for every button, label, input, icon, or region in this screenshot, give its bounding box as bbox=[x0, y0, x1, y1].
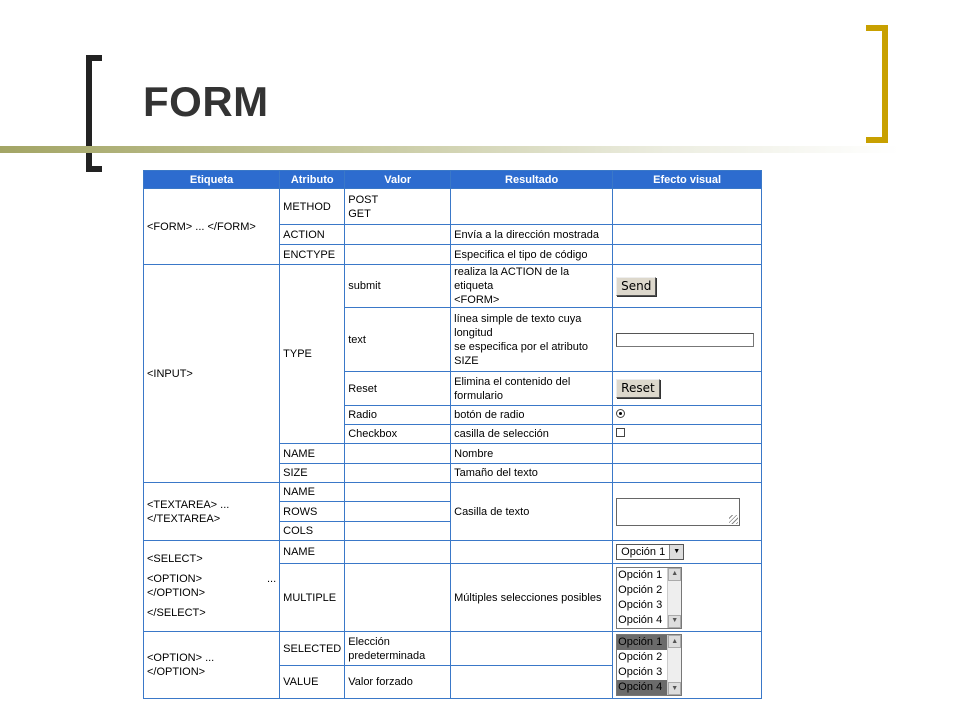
multiple-listbox-sample[interactable] bbox=[616, 567, 682, 629]
result-name: Nombre bbox=[451, 444, 613, 464]
dropdown-selected-value: Opción 1 bbox=[621, 546, 666, 558]
value-submit: submit bbox=[345, 265, 451, 308]
list-item[interactable]: Opción 1 bbox=[618, 568, 663, 581]
result-text: línea simple de texto cuya longitud se especifica por el atributo SIZE bbox=[451, 308, 613, 372]
value-selected: Elección predeterminada bbox=[345, 632, 451, 666]
result-action: Envía a la dirección mostrada bbox=[451, 225, 613, 245]
option-ellipsis: ... bbox=[266, 573, 277, 585]
attr-select-name: NAME bbox=[280, 541, 345, 564]
table-row bbox=[144, 189, 762, 225]
attr-multiple: MULTIPLE bbox=[280, 564, 345, 632]
table-row bbox=[144, 541, 762, 564]
result-textarea: Casilla de texto bbox=[451, 483, 613, 541]
select-close-tag: </SELECT> bbox=[147, 607, 206, 619]
textarea-sample[interactable] bbox=[616, 498, 740, 526]
input-tag-cell: <INPUT> bbox=[144, 265, 280, 483]
scroll-down-icon[interactable]: ▼ bbox=[668, 682, 681, 695]
value-forced: Valor forzado bbox=[345, 666, 451, 699]
attr-action: ACTION bbox=[280, 225, 345, 245]
page-title: FORM bbox=[143, 78, 269, 125]
attr-textarea-name: NAME bbox=[280, 483, 345, 502]
right-bracket-decoration bbox=[866, 25, 888, 143]
send-button[interactable]: Send bbox=[616, 277, 656, 296]
select-tag-cell bbox=[144, 541, 280, 632]
list-item[interactable]: Opción 3 bbox=[618, 666, 663, 678]
header-valor: Valor bbox=[345, 171, 451, 189]
title-underline bbox=[0, 146, 900, 153]
result-checkbox: casilla de selección bbox=[451, 425, 613, 444]
header-efecto-visual: Efecto visual bbox=[613, 171, 762, 189]
list-item[interactable]: Opción 2 bbox=[618, 583, 663, 596]
text-input-sample[interactable] bbox=[616, 333, 754, 347]
attr-type: TYPE bbox=[280, 265, 345, 444]
attr-selected: SELECTED bbox=[280, 632, 345, 666]
result-size: Tamaño del texto bbox=[451, 464, 613, 483]
table-row bbox=[144, 632, 762, 666]
attr-value: VALUE bbox=[280, 666, 345, 699]
scroll-up-icon[interactable]: ▲ bbox=[668, 568, 681, 581]
attr-size: SIZE bbox=[280, 464, 345, 483]
table-header-row bbox=[144, 171, 762, 189]
attr-cols: COLS bbox=[280, 522, 345, 541]
textarea-tag-cell: <TEXTAREA> ... </TEXTAREA> bbox=[144, 483, 280, 541]
radio-button-sample[interactable] bbox=[616, 409, 625, 418]
option-open-tag: <OPTION> bbox=[147, 573, 203, 585]
checkbox-sample[interactable] bbox=[616, 428, 625, 437]
header-resultado: Resultado bbox=[451, 171, 613, 189]
form-reference-table bbox=[143, 170, 762, 699]
result-enctype: Especifica el tipo de código bbox=[451, 245, 613, 265]
list-item[interactable]: Opción 3 bbox=[618, 598, 663, 611]
value-reset: Reset bbox=[345, 372, 451, 406]
table-row bbox=[144, 483, 762, 502]
reset-button[interactable]: Reset bbox=[616, 379, 660, 398]
value-method: POST GET bbox=[345, 189, 451, 225]
value-radio: Radio bbox=[345, 406, 451, 425]
result-multiple: Múltiples selecciones posibles bbox=[451, 564, 613, 632]
dropdown-select-sample[interactable] bbox=[616, 544, 684, 560]
list-item[interactable]: Opción 1 bbox=[617, 635, 667, 650]
header-atributo: Atributo bbox=[280, 171, 345, 189]
scroll-up-icon[interactable]: ▲ bbox=[668, 635, 681, 648]
header-etiqueta: Etiqueta bbox=[144, 171, 280, 189]
table-row bbox=[144, 265, 762, 308]
scrollbar[interactable] bbox=[667, 568, 681, 628]
list-item[interactable]: Opción 4 bbox=[617, 680, 667, 695]
attr-method: METHOD bbox=[280, 189, 345, 225]
left-bracket-decoration bbox=[86, 55, 102, 172]
form-tag-cell: <FORM> ... </FORM> bbox=[144, 189, 280, 265]
scroll-down-icon[interactable]: ▼ bbox=[668, 615, 681, 628]
result-submit: realiza la ACTION de la etiqueta <FORM> bbox=[451, 265, 613, 308]
result-reset: Elimina el contenido del formulario bbox=[451, 372, 613, 406]
value-text: text bbox=[345, 308, 451, 372]
attr-rows: ROWS bbox=[280, 502, 345, 522]
resize-grip-icon[interactable] bbox=[729, 515, 738, 524]
attr-name: NAME bbox=[280, 444, 345, 464]
list-item[interactable]: Opción 4 bbox=[618, 613, 663, 626]
select-open-tag: <SELECT> bbox=[147, 553, 203, 565]
attr-enctype: ENCTYPE bbox=[280, 245, 345, 265]
list-item[interactable]: Opción 2 bbox=[618, 651, 663, 663]
option-tag-cell: <OPTION> ... </OPTION> bbox=[144, 632, 280, 699]
value-checkbox: Checkbox bbox=[345, 425, 451, 444]
scrollbar[interactable] bbox=[667, 635, 681, 695]
result-radio: botón de radio bbox=[451, 406, 613, 425]
option-listbox-sample[interactable] bbox=[616, 634, 682, 696]
chevron-down-icon[interactable]: ▼ bbox=[669, 545, 683, 559]
option-close-tag: </OPTION> bbox=[147, 587, 206, 599]
